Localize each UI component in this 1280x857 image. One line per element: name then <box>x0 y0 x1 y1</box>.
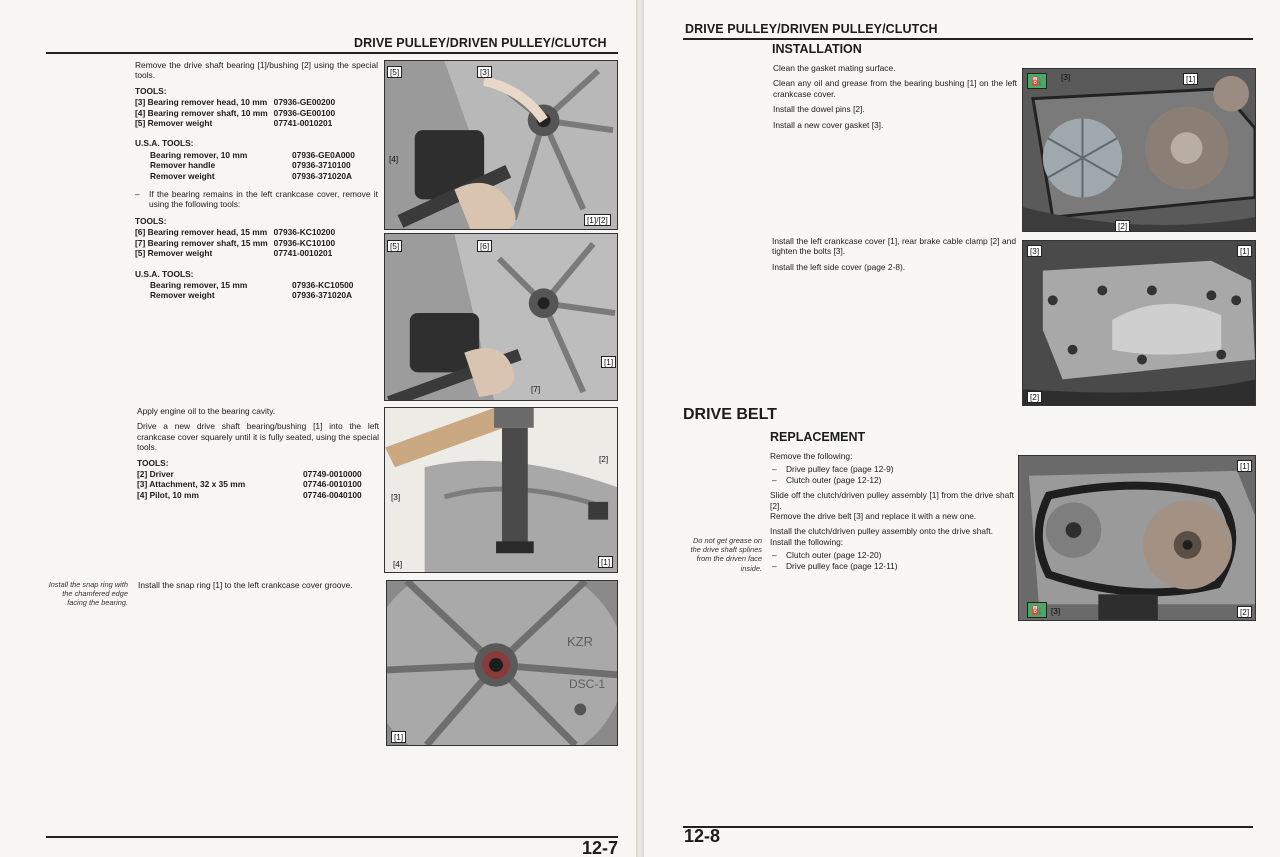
tools-title: TOOLS: <box>135 85 167 96</box>
table-row: Remover handle 07936-3710100 <box>150 160 351 171</box>
usa2-tools-table <box>135 280 353 301</box>
right-page <box>644 0 1280 857</box>
callout-label: [2] <box>599 454 609 464</box>
callout-label: [4] <box>393 559 403 569</box>
callout-label: [2] <box>1237 606 1252 618</box>
table-row: [5] Remover weight 07741-0010201 <box>135 248 333 259</box>
photo-bearing-removal-10mm <box>384 60 618 230</box>
callout-label: [1] <box>601 356 616 368</box>
callout-label: [5] <box>387 66 402 78</box>
right-page-number: 12-8 <box>684 826 721 846</box>
callout-label: [1] <box>1183 73 1198 85</box>
usa2-tools-title: U.S.A. TOOLS: <box>135 268 194 279</box>
left-page <box>0 0 636 857</box>
left-page-number: 12-7 <box>582 838 619 857</box>
list-item: – Drive pulley face (page 12-9) <box>772 464 894 475</box>
right-footer-rule <box>683 826 1253 828</box>
callout-label: [3] <box>477 66 492 78</box>
tools3-table <box>137 469 362 500</box>
casting-mark-dsc: DSC-1 <box>569 677 606 691</box>
casting-mark-kzr: KZR <box>567 634 593 649</box>
table-row: [5] Remover weight 07741-0010201 <box>135 118 333 129</box>
callout-label: [1] <box>391 731 406 743</box>
grease-icon: ⛽ <box>1027 602 1047 618</box>
right-page-header: DRIVE PULLEY/DRIVEN PULLEY/CLUTCH <box>685 22 938 36</box>
callout-label: [3] <box>391 492 401 502</box>
callout-label: [3] <box>1027 245 1042 257</box>
grease-side-note: Do not get grease on the drive shaft splines from the driven face inside. <box>690 536 762 573</box>
right-header-rule <box>683 38 1253 40</box>
callout-label: [1] <box>1237 460 1252 472</box>
photo-drive-belt <box>1018 455 1256 621</box>
table-row: Bearing remover, 10 mm 07936-GE0A000 <box>150 149 355 160</box>
installation-steps-2 <box>772 236 1016 277</box>
table-row: [3] Attachment, 32 x 35 mm 07746-0010100 <box>137 479 362 490</box>
remove-belt-instruction: Remove the drive belt [3] and replace it with a new one. <box>770 511 977 522</box>
apply-oil-instruction: Apply engine oil to the bearing cavity. <box>137 406 276 416</box>
tools2-table <box>135 227 335 258</box>
photo-cover-gasket <box>1022 68 1256 232</box>
snap-ring-instruction: Install the snap ring [1] to the left crankcase cover groove. <box>138 580 353 590</box>
list-item: – Clutch outer (page 12-12) <box>772 474 882 485</box>
tools3-title: TOOLS: <box>137 457 169 468</box>
installation-step-2: Clean any oil and grease from the bearing bushing [1] on the left crankcase cover. <box>773 78 1017 99</box>
callout-label: [4] <box>389 154 399 164</box>
table-row: [4] Pilot, 10 mm 07746-0040100 <box>137 489 362 500</box>
removal-step <box>135 60 378 301</box>
installation-step-5: Install the left crankcase cover [1], rear brake cable clamp [2] and tighten the bolts [3]. <box>772 236 1016 257</box>
tools-table <box>135 97 335 128</box>
table-row: [6] Bearing remover head, 15 mm 07936-KC10200 <box>135 227 336 238</box>
installation-step-3: Install the dowel pins [2]. <box>773 104 865 115</box>
callout-label: [3] <box>1061 72 1071 82</box>
install-bearing-step <box>137 406 379 500</box>
callout-label: [6] <box>477 240 492 252</box>
remove-intro: Remove the following: <box>770 451 853 461</box>
drive-belt-title: DRIVE BELT <box>683 406 777 423</box>
bearing-remains-note: – If the bearing remains in the left crankcase cover, remove it using the following tools: <box>135 189 378 210</box>
photo-bearing-installation <box>384 407 618 573</box>
table-row: Remover weight 07936-371020A <box>150 170 353 181</box>
callout-label: [2] <box>1115 220 1130 232</box>
installation-step-4: Install a new cover gasket [3]. <box>773 119 884 130</box>
photo-snap-ring <box>386 580 618 746</box>
drive-belt-steps <box>770 451 1014 571</box>
tools2-title: TOOLS: <box>135 215 167 226</box>
slide-off-instruction: Slide off the clutch/driven pulley assembly [1] from the drive shaft [2]. <box>770 490 1014 511</box>
table-row: [2] Driver 07749-0010000 <box>137 469 362 480</box>
usa-tools-table <box>135 150 355 181</box>
callout-label: [2] <box>1027 391 1042 403</box>
list-item: – Clutch outer (page 12-20) <box>772 550 882 561</box>
table-row: Remover weight 07936-371020A <box>150 290 353 301</box>
install-clutch-instruction: Install the clutch/driven pulley assembly onto the drive shaft. <box>770 526 993 537</box>
left-header-rule <box>46 52 618 54</box>
table-row: [7] Bearing remover shaft, 15 mm 07936-KC10100 <box>135 237 336 248</box>
photo-bearing-removal-15mm <box>384 233 618 401</box>
callout-label: [1]/[2] <box>584 214 611 226</box>
left-page-header: DRIVE PULLEY/DRIVEN PULLEY/CLUTCH <box>354 36 607 50</box>
callout-label: [3] <box>1051 606 1061 616</box>
snap-ring-side-note: Install the snap ring with the chamfered edge facing the bearing. <box>48 580 128 608</box>
callout-label: [1] <box>598 556 613 568</box>
installation-steps <box>773 63 1017 135</box>
removal-instruction: Remove the drive shaft bearing [1]/bushing [2] using the special tools. <box>135 60 378 81</box>
callout-label: [7] <box>531 384 541 394</box>
drive-bearing-instruction: Drive a new drive shaft bearing/bushing [1] into the left crankcase cover squarely until it is fully seated, using the special tools. <box>137 421 379 453</box>
installation-step-6: Install the left side cover (page 2-8). <box>772 261 906 272</box>
replacement-title: REPLACEMENT <box>770 430 866 444</box>
install-intro: Install the following: <box>770 536 844 547</box>
table-row: [3] Bearing remover head, 10 mm 07936-GE00200 <box>135 97 336 108</box>
grease-icon: ⛽ <box>1027 73 1047 89</box>
photo-left-crankcase-cover <box>1022 240 1256 406</box>
callout-label: [5] <box>387 240 402 252</box>
book-gutter <box>636 0 644 857</box>
table-row: [4] Bearing remover shaft, 10 mm 07936-GE00100 <box>135 107 336 118</box>
installation-step-1: Clean the gasket mating surface. <box>773 63 896 73</box>
table-row: Bearing remover, 15 mm 07936-KC10500 <box>150 279 354 290</box>
installation-title: INSTALLATION <box>772 42 862 56</box>
callout-label: [1] <box>1237 245 1252 257</box>
left-footer-rule <box>46 836 618 838</box>
usa-tools-title: U.S.A. TOOLS: <box>135 138 194 149</box>
list-item: – Drive pulley face (page 12-11) <box>772 560 898 571</box>
